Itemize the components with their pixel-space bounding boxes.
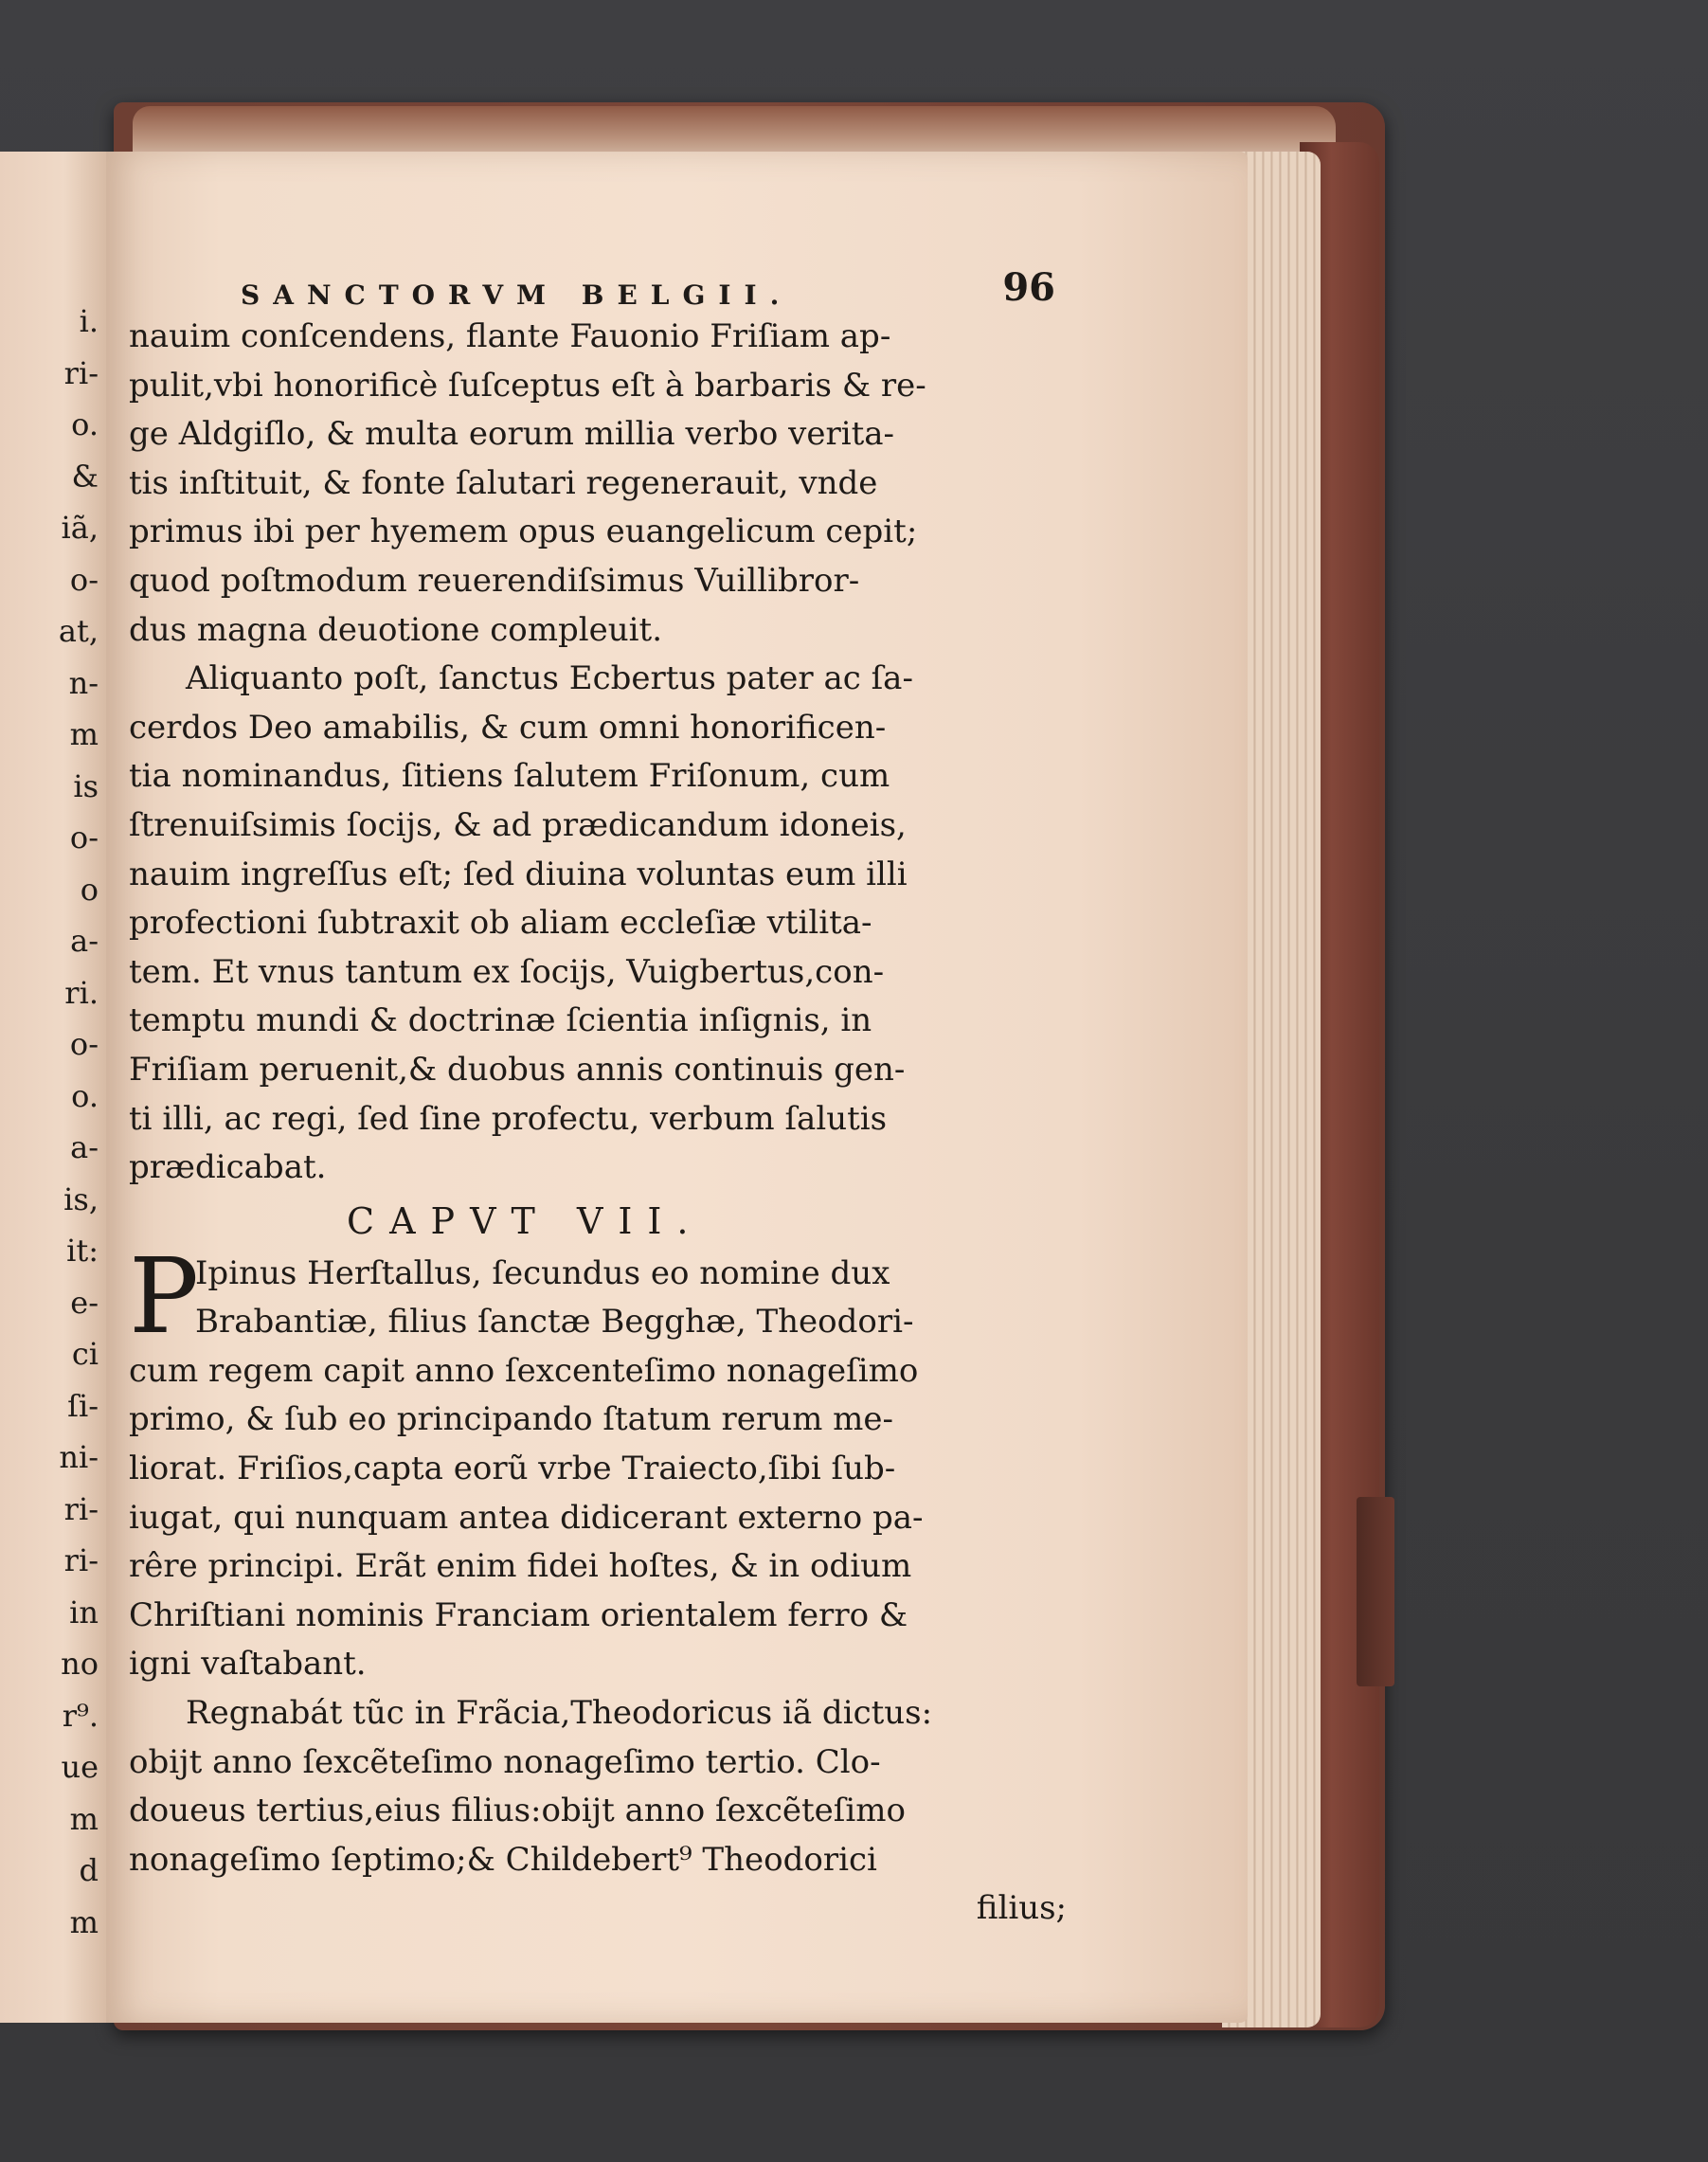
left-page-fragment: o. — [71, 406, 99, 442]
left-page-fragment: o- — [69, 1026, 99, 1062]
text-line: obijt anno ſexcẽteſimo nonageſimo tertio. Clo- — [129, 1742, 881, 1781]
left-page-fragment: ri- — [63, 354, 99, 391]
left-page — [0, 152, 108, 2023]
text-line: Aliquanto poſt, ſanctus Ecbertus pater ac ſa- — [186, 659, 913, 698]
paragraph-4 — [129, 1689, 1076, 1884]
left-page-fragment: d — [79, 1852, 99, 1888]
text-line: nauim ingreſſus eſt; ſed diuina voluntas eum illi — [129, 855, 908, 893]
text-line: doueus tertius,eius filius:obijt anno ſexcẽteſimo — [129, 1792, 906, 1830]
left-page-fragment: e- — [70, 1284, 99, 1321]
left-page-fragment: iã, — [61, 510, 99, 546]
text-line: pulit,vbi honorificè ſuſceptus eſt à barbaris & re- — [129, 366, 926, 405]
left-page-fragment: in — [69, 1594, 99, 1631]
left-page-fragment: ci — [71, 1336, 99, 1372]
left-page-fragment: n- — [68, 664, 99, 701]
running-head — [129, 263, 1076, 313]
text-line: nonageſimo ſeptimo;& Childebert⁹ Theodorici — [129, 1840, 877, 1879]
text-line: Ipinus Herſtallus, ſecundus eo nomine dux — [195, 1253, 890, 1292]
text-line: iugat, qui nunquam antea didicerant externo pa- — [129, 1498, 924, 1537]
running-head-title: SANCTORVM BELGII. — [241, 279, 793, 311]
text-line: quod poſtmodum reuerendiſsimus Vuillibror- — [129, 561, 860, 600]
text-line: ſtrenuiſsimis ſocijs, & ad prædicandum idoneis, — [129, 805, 907, 844]
text-line: liorat. Friſios,capta eorũ vrbe Traiecto,ſibi ſub- — [129, 1450, 896, 1488]
text-line: temptu mundi & doctrinæ ſcientia inſignis, in — [129, 1001, 872, 1040]
left-page-fragment: m — [69, 1800, 99, 1837]
left-page-fragment: a- — [70, 1129, 99, 1165]
left-page-fragment: o- — [69, 561, 99, 598]
paragraph-3 — [129, 1234, 1076, 1689]
text-line: primo, & ſub eo principando ſtatum rerum me- — [129, 1400, 893, 1439]
left-page-fragment: a- — [70, 923, 99, 959]
text-line: cum regem capit anno ſexcenteſimo nonageſimo — [129, 1351, 919, 1390]
text-line: Chriſtiani nominis Franciam orientalem ferro & — [129, 1595, 908, 1634]
left-page-fragment: & — [71, 458, 99, 495]
drop-cap: P — [129, 1234, 200, 1357]
page-number: 96 — [1002, 265, 1055, 310]
left-page-fragment: ri. — [64, 974, 99, 1011]
recto-page — [106, 152, 1248, 2023]
left-page-fragment: ni- — [59, 1439, 99, 1475]
text-line: rêre principi. Erãt enim fidei hoſtes, & in odium — [129, 1547, 912, 1586]
left-page-fragment: m — [69, 1903, 99, 1940]
left-page-fragment: is — [73, 767, 99, 804]
text-line: ge Aldgiſlo, & multa eorum millia verbo verita- — [129, 415, 894, 454]
text-line: tem. Et vnus tantum ex ſocijs, Vuigbertus,con- — [129, 952, 885, 991]
text-line: dus magna deuotione compleuit. — [129, 610, 663, 649]
left-page-fragment: at, — [58, 613, 99, 649]
paragraph-1 — [129, 313, 1076, 655]
left-page-fragment: ri- — [63, 1490, 99, 1527]
left-page-fragment: ue — [61, 1749, 99, 1785]
text-line: tia nominandus, ſitiens ſalutem Friſonum, cum — [129, 757, 890, 796]
text-line: Friſiam peruenit,& duobus annis continuis gen- — [129, 1050, 906, 1089]
text-line: prædicabat. — [129, 1148, 327, 1187]
left-page-fragment: no — [61, 1646, 99, 1682]
text-line: nauim conſcendens, flante Fauonio Friſiam ap- — [129, 317, 891, 355]
paragraph-2 — [129, 655, 1076, 1193]
left-page-fragment: o- — [69, 820, 99, 856]
left-page-fragment: i. — [79, 303, 99, 339]
left-page-fragment: is, — [63, 1180, 99, 1217]
left-page-fragment: ri- — [63, 1542, 99, 1578]
text-block — [129, 263, 1076, 1934]
text-line: igni vaſtabant. — [129, 1645, 367, 1684]
text-line: tis inſtituit, & fonte ſalutari regenerauit, vnde — [129, 463, 878, 502]
text-line: Regnabát tũc in Frãcia,Theodoricus iã dictus: — [186, 1694, 933, 1733]
left-page-fragment: o. — [71, 1077, 99, 1114]
text-line: primus ibi per hyemem opus euangelicum cepit; — [129, 513, 918, 551]
text-line: cerdos Deo amabilis, & cum omni honorificen- — [129, 708, 887, 747]
left-page-fragment: m — [69, 716, 99, 752]
text-line: profectioni ſubtraxit ob aliam eccleſiæ vtilita- — [129, 904, 872, 943]
catchword: filius; — [976, 1889, 1067, 1928]
left-page-fragment: o — [80, 871, 99, 908]
text-line: ti illi, ac regi, ſed ſine profectu, verbum ſalutis — [129, 1099, 888, 1138]
text-line: Brabantiæ, filius ſanctæ Begghæ, Theodori- — [195, 1303, 914, 1342]
chapter-heading: CAPVT VII. — [347, 1199, 704, 1242]
clasp-strap — [1357, 1497, 1394, 1686]
left-page-fragment: it: — [66, 1233, 99, 1269]
left-page-fragment: r⁹. — [62, 1697, 99, 1734]
left-page-fragment: ſi- — [67, 1387, 99, 1424]
